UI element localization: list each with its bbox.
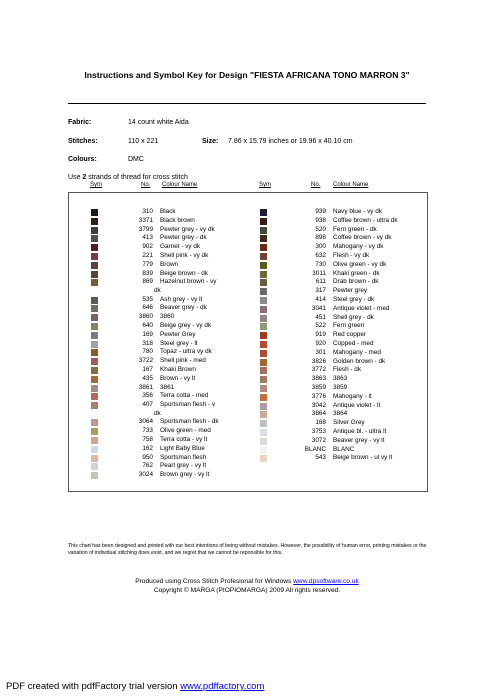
color-swatch <box>91 385 98 392</box>
dmc-number: 356 <box>142 392 153 400</box>
dmc-number: 780 <box>142 348 153 356</box>
color-swatch <box>91 428 98 435</box>
size-value: 7.86 x 15.79 inches or 19.96 x 40.10 cm <box>228 138 353 145</box>
symbol-row <box>260 410 430 419</box>
symbol-row <box>260 358 430 367</box>
color-swatch <box>91 244 98 251</box>
colour-name: Red copper <box>333 331 367 339</box>
symbol-row <box>260 375 430 384</box>
color-swatch <box>260 367 267 374</box>
symbol-row <box>260 349 430 358</box>
symbol-row <box>91 252 261 261</box>
fabric-value: 14 count white Aida <box>128 119 189 126</box>
dmc-number: 451 <box>315 313 326 321</box>
colour-name: Shell pink - med <box>160 357 206 365</box>
colour-name: Fern green - dk <box>333 225 377 233</box>
dmc-number: 414 <box>315 295 326 303</box>
dmc-number: 407 <box>142 401 153 409</box>
dmc-number: 3011 <box>312 269 326 277</box>
symbol-row <box>91 471 261 480</box>
color-swatch <box>260 403 267 410</box>
symbol-row <box>91 243 261 252</box>
symbol-row <box>260 340 430 349</box>
color-swatch <box>260 271 267 278</box>
color-swatch <box>260 341 267 348</box>
colour-name: Black <box>160 208 176 215</box>
color-swatch <box>91 455 98 462</box>
symbol-row <box>260 437 430 446</box>
colour-name: 3859 <box>333 383 348 391</box>
color-swatch <box>91 218 98 225</box>
header-sym-left: Sym <box>90 182 102 188</box>
colour-name: Golden brown - dk <box>333 357 386 365</box>
colour-name: Shell pink - vy dk <box>160 251 209 259</box>
symbol-row <box>260 234 430 243</box>
colours-value: DMC <box>128 156 144 163</box>
symbol-row <box>260 296 430 305</box>
fabric-label: Fabric: <box>68 119 92 126</box>
dmc-number: 3024 <box>138 471 153 479</box>
color-swatch <box>91 323 98 330</box>
size-label: Size: <box>202 138 219 145</box>
colour-name: Beige brown - dk <box>160 269 208 277</box>
pdffactory-link[interactable]: www.pdffactory.com <box>180 681 265 692</box>
color-swatch <box>260 297 267 304</box>
color-swatch <box>91 419 98 426</box>
color-swatch <box>91 472 98 479</box>
dmc-number: 939 <box>315 208 326 215</box>
dmc-number: 3826 <box>311 357 326 365</box>
color-swatch <box>260 350 267 357</box>
color-swatch <box>260 323 267 330</box>
colour-name: Terra cotta - vy lt <box>160 435 208 443</box>
dmc-number: 758 <box>142 435 153 443</box>
colour-name: Black brown <box>160 216 195 224</box>
dmc-number: 920 <box>315 339 326 347</box>
symbol-row <box>91 217 261 226</box>
symbol-row <box>91 436 261 445</box>
dmc-number: 301 <box>315 348 326 356</box>
symbol-row <box>91 445 261 454</box>
colour-name: Antique violet - med <box>333 304 390 312</box>
symbol-row <box>260 208 430 217</box>
symbol-row <box>260 384 430 393</box>
colour-name: 3861 <box>160 383 175 391</box>
dmc-number: 168 <box>315 419 326 427</box>
color-swatch <box>260 209 267 216</box>
colour-name: Beige brown - ul vy lt <box>333 454 393 462</box>
dmc-number: 435 <box>142 374 153 382</box>
colour-name: Sportsman flesh <box>160 453 207 461</box>
colour-name: Olive green - med <box>160 427 211 435</box>
colour-name: Fern green <box>333 322 365 330</box>
colours-label: Colours: <box>68 156 97 163</box>
symbol-row <box>91 261 261 270</box>
color-swatch <box>91 463 98 470</box>
color-swatch <box>91 446 98 453</box>
color-swatch <box>260 376 267 383</box>
color-swatch <box>260 455 267 462</box>
dmc-number: 520 <box>315 225 326 233</box>
dmc-number: 632 <box>315 251 326 259</box>
dmc-number: 543 <box>315 454 326 462</box>
colour-name: Coffee brown - vy dk <box>333 234 392 242</box>
colour-name: Beaver grey - dk <box>160 304 207 312</box>
symbol-row <box>91 401 261 418</box>
symbol-row <box>91 462 261 471</box>
color-swatch <box>91 376 98 383</box>
dmc-number: 733 <box>142 427 153 435</box>
colour-name: Olive green - vy dk <box>333 260 387 268</box>
dmc-number: 839 <box>142 269 153 277</box>
dmc-number: 167 <box>142 365 153 373</box>
header-name-left: Colour Name <box>162 182 198 188</box>
dmc-number: 3041 <box>311 304 326 312</box>
dmc-number: 535 <box>142 295 153 303</box>
symbol-row <box>260 393 430 402</box>
copyright-line: Copyright © MARGA (PIOPIOMARGA) 2009 All rights reserved. <box>153 586 341 594</box>
colour-name: Terra cotta - med <box>160 392 209 400</box>
colour-name: Pewter grey - dk <box>160 234 207 242</box>
colour-name-continued: dk <box>154 409 161 417</box>
colour-name: Ash grey - vy lt <box>160 295 203 303</box>
dpsoftware-link[interactable]: www.dpsoftware.co.uk <box>293 578 359 585</box>
dmc-number: 3863 <box>311 375 326 383</box>
symbol-row <box>260 270 430 279</box>
symbol-row <box>91 270 261 279</box>
symbol-row <box>260 446 430 455</box>
color-swatch <box>260 385 267 392</box>
color-swatch <box>91 437 98 444</box>
dmc-number: 950 <box>142 453 153 461</box>
symbol-list-left <box>91 208 261 480</box>
colour-name: Flesh - dk <box>333 366 362 374</box>
color-swatch <box>260 262 267 269</box>
colour-name: Antique violet - lt <box>333 401 381 409</box>
symbol-row <box>260 331 430 340</box>
symbol-row <box>91 278 261 295</box>
dmc-number: 169 <box>142 330 153 338</box>
dmc-number: 3072 <box>311 436 326 444</box>
color-swatch <box>260 429 267 436</box>
dmc-number: 646 <box>142 304 153 312</box>
colour-name: 3863 <box>333 375 348 383</box>
symbol-row <box>260 278 430 287</box>
disclaimer-text: This chart has been designed and printed with our best intentions of being without mistakes. However, the possibility of human error, printing mistakes or the variation of individual stitching does exist, and we regret that we cannot be reponsible for this. <box>68 543 427 556</box>
color-swatch <box>91 297 98 304</box>
colour-name: BLANC <box>333 445 355 453</box>
color-swatch <box>91 341 98 348</box>
symbol-row <box>260 322 430 331</box>
symbol-row <box>260 287 430 296</box>
colour-name: Steel grey - lt <box>160 339 198 347</box>
symbol-row <box>260 428 430 437</box>
dmc-number: 3799 <box>138 225 153 233</box>
symbol-row <box>91 366 261 375</box>
symbol-row <box>91 208 261 217</box>
color-swatch <box>260 359 267 366</box>
symbol-row <box>260 314 430 323</box>
colour-name: Navy blue - vy dk <box>333 208 383 215</box>
dmc-number: 3722 <box>138 357 153 365</box>
color-swatch <box>91 209 98 216</box>
dmc-number: 317 <box>315 287 326 295</box>
color-swatch <box>260 218 267 225</box>
symbol-list-right <box>260 208 430 463</box>
symbol-row <box>91 357 261 366</box>
color-swatch <box>260 235 267 242</box>
stitches-value: 110 x 221 <box>128 138 159 145</box>
symbol-row <box>260 217 430 226</box>
colour-name: Garnet - vy dk <box>160 243 201 251</box>
color-swatch <box>260 315 267 322</box>
color-swatch <box>260 438 267 445</box>
colour-name: Silver Grey <box>333 419 365 427</box>
colour-name: Beige grey - vy dk <box>160 321 212 329</box>
symbol-row <box>260 402 430 411</box>
colour-name: Brown - vy lt <box>160 374 196 382</box>
symbol-row <box>260 252 430 261</box>
colour-name: Pewter grey <box>333 287 368 295</box>
color-swatch <box>91 271 98 278</box>
color-swatch <box>91 305 98 312</box>
color-swatch <box>91 349 98 356</box>
color-swatch <box>260 447 267 454</box>
dmc-number: 762 <box>142 462 153 470</box>
colour-name-continued: dk <box>154 286 161 294</box>
colour-name: Pewter grey - vy dk <box>160 225 215 233</box>
header-name-right: Colour Name <box>333 182 369 188</box>
colour-name: Hazelnut brown - vy <box>160 278 217 286</box>
color-swatch <box>260 227 267 234</box>
dmc-number: 919 <box>315 331 326 339</box>
pdf-footer: PDF created with pdfFactory trial version www.pdffactory.com <box>6 681 265 692</box>
symbol-row <box>91 418 261 427</box>
color-swatch <box>91 279 98 286</box>
symbol-row <box>91 331 261 340</box>
color-swatch <box>91 235 98 242</box>
colour-name: Pewter Grey <box>160 330 196 338</box>
strands-instruction: Use 2 strands of thread for cross stitch <box>68 174 188 181</box>
colour-name: Pearl grey - vy lt <box>160 462 207 470</box>
colour-name: Beaver grey - vy lt <box>333 436 385 444</box>
colour-name: Light Baby Blue <box>160 444 205 452</box>
colour-name: 3864 <box>333 410 348 418</box>
dmc-number: 3753 <box>311 427 326 435</box>
color-swatch <box>91 262 98 269</box>
color-swatch <box>91 402 98 409</box>
symbol-row <box>260 261 430 270</box>
color-swatch <box>91 393 98 400</box>
dmc-number: 3776 <box>311 392 326 400</box>
dmc-number: 902 <box>142 243 153 251</box>
colour-name: Mahogany - lt <box>333 392 372 400</box>
color-swatch <box>260 394 267 401</box>
dmc-number: 3861 <box>138 383 153 391</box>
symbol-row <box>260 305 430 314</box>
colour-name: Coffee brown - ultra dk <box>333 216 398 224</box>
colour-name: Mahogany - med <box>333 348 381 356</box>
dmc-number: 3860 <box>138 313 153 321</box>
symbol-row <box>260 226 430 235</box>
dmc-number: 779 <box>142 260 153 268</box>
colour-name: Flesh - vy dk <box>333 251 370 259</box>
colour-name: Antique bl. - ultra lt <box>333 427 387 435</box>
color-swatch <box>91 227 98 234</box>
dmc-number: 869 <box>142 278 153 286</box>
dmc-number: 162 <box>142 444 153 452</box>
colour-name: Topaz - ultra vy dk <box>160 348 212 356</box>
color-swatch <box>260 244 267 251</box>
dmc-number: 3772 <box>311 366 326 374</box>
symbol-row <box>91 340 261 349</box>
color-swatch <box>91 358 98 365</box>
colour-name: Brown grey - vy lt <box>160 471 210 479</box>
colour-name: Khaki green - dk <box>333 269 380 277</box>
symbol-row <box>260 243 430 252</box>
colour-name: Brown <box>160 260 179 268</box>
color-swatch <box>91 253 98 260</box>
symbol-row <box>91 304 261 313</box>
color-swatch <box>260 279 267 286</box>
color-swatch <box>260 420 267 427</box>
symbol-row <box>91 392 261 401</box>
symbol-row <box>260 454 430 463</box>
color-swatch <box>91 367 98 374</box>
colour-name: Mahogany - vy dk <box>333 243 384 251</box>
symbol-row <box>260 366 430 375</box>
symbol-row <box>91 384 261 393</box>
title-divider <box>68 103 426 104</box>
dmc-number: 300 <box>315 243 326 251</box>
stitches-label: Stitches: <box>68 138 98 145</box>
symbol-row <box>91 313 261 322</box>
dmc-number: 640 <box>142 321 153 329</box>
color-swatch <box>91 314 98 321</box>
color-swatch <box>260 411 267 418</box>
dmc-number: 898 <box>315 234 326 242</box>
dmc-number: 3864 <box>311 410 326 418</box>
dmc-number: 3859 <box>311 383 326 391</box>
symbol-row <box>91 375 261 384</box>
color-swatch <box>260 306 267 313</box>
production-credits <box>68 578 426 595</box>
colour-name: 3860 <box>160 313 175 321</box>
dmc-number: BLANC <box>304 445 326 453</box>
dmc-number: 413 <box>142 234 153 242</box>
symbol-row <box>91 226 261 235</box>
symbol-row <box>260 419 430 428</box>
dmc-number: 730 <box>315 260 326 268</box>
color-swatch <box>260 332 267 339</box>
symbol-row <box>91 427 261 436</box>
symbol-row <box>91 454 261 463</box>
symbol-row <box>91 348 261 357</box>
header-no-left: No. <box>141 182 151 188</box>
color-swatch <box>260 288 267 295</box>
colour-name: Drab brown - dk <box>333 278 379 286</box>
color-swatch <box>91 332 98 339</box>
dmc-number: 3042 <box>311 401 326 409</box>
color-swatch <box>260 253 267 260</box>
header-sym-right: Sym <box>259 182 271 188</box>
dmc-number: 310 <box>142 208 153 215</box>
symbol-row <box>91 296 261 305</box>
colour-name: Shell grey - dk <box>333 313 374 321</box>
dmc-number: 318 <box>142 339 153 347</box>
colour-name: Sportsman flesh - dk <box>160 418 219 426</box>
dmc-number: 938 <box>315 216 326 224</box>
dmc-number: 3371 <box>138 216 153 224</box>
colour-name: Sportsman flesh - v <box>160 401 216 409</box>
dmc-number: 221 <box>142 251 153 259</box>
header-no-right: No. <box>311 182 321 188</box>
colour-name: Copped - med <box>333 339 374 347</box>
document-title: Instructions and Symbol Key for Design "FIESTA AFRICANA TONO MARRON 3" <box>84 70 410 80</box>
dmc-number: 611 <box>315 278 326 286</box>
dmc-number: 3064 <box>138 418 153 426</box>
symbol-row <box>91 234 261 243</box>
colour-name: Steel grey - dk <box>333 295 375 303</box>
symbol-row <box>91 322 261 331</box>
produced-with-line: Produced using Cross Stitch Profesional for Windows www.dpsoftware.co.uk <box>135 578 359 585</box>
colour-name: Khaki Brown <box>160 365 196 373</box>
dmc-number: 522 <box>315 322 326 330</box>
